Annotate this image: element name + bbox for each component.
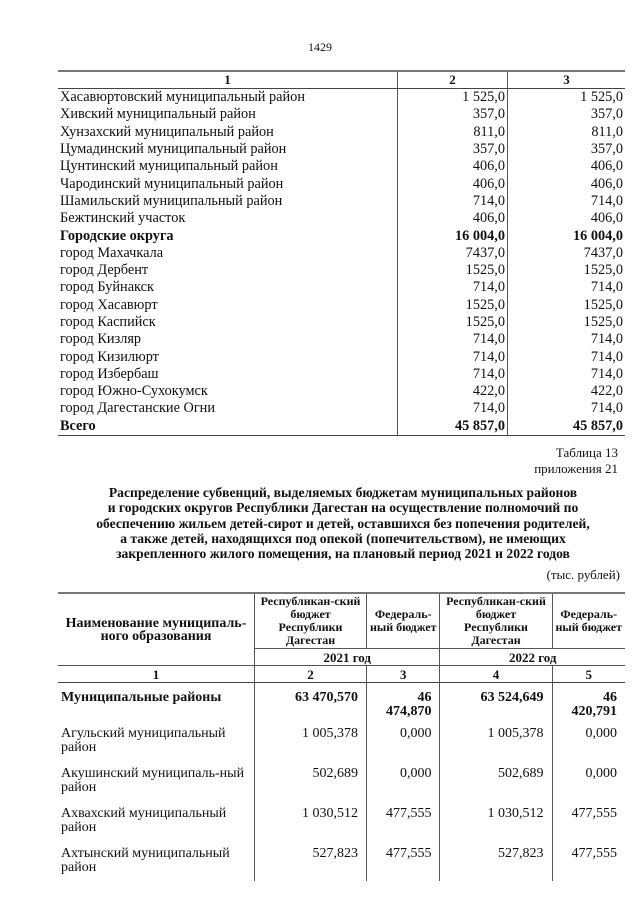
- column-number: 1: [58, 666, 255, 683]
- value-col2: 714,0: [398, 366, 508, 383]
- table-row: [58, 193, 625, 210]
- value-col2: 1525,0: [398, 262, 508, 279]
- header-federal-budget-2022: Федераль-ный бюджет: [552, 593, 625, 649]
- budget-value: 1 030,512: [255, 801, 367, 841]
- table-row: [58, 227, 625, 244]
- municipality-name: Хивский муниципальный район: [58, 106, 398, 123]
- value-col3: 406,0: [590, 175, 623, 192]
- municipality-name: город Каспийск: [58, 314, 398, 331]
- budget-value: 1 005,378: [255, 721, 367, 761]
- budget-value: 477,555: [571, 806, 617, 821]
- value-col2: 406,0: [398, 158, 508, 175]
- municipality-name: город Избербаш: [58, 366, 398, 383]
- year-2021: 2021 год: [255, 649, 440, 666]
- value-col3: 1525,0: [583, 296, 623, 313]
- budget-value: 477,555: [571, 846, 617, 861]
- table-row: [58, 418, 625, 436]
- value-col3: 714,0: [590, 400, 623, 417]
- title-line: а также детей, находящихся под опекой (попечительством), не имеющих: [120, 530, 566, 546]
- value-col2: 714,0: [398, 279, 508, 296]
- table-row: [58, 331, 625, 348]
- budget-value: 477,555: [367, 801, 440, 841]
- column-header: 2: [398, 71, 508, 89]
- value-col2: 1525,0: [398, 297, 508, 314]
- column-header: 3: [508, 71, 626, 89]
- table-row: [58, 366, 625, 383]
- value-col2: 16 004,0: [398, 227, 508, 244]
- table-row: [58, 106, 625, 123]
- value-col2: 714,0: [398, 348, 508, 365]
- municipality-name: Цумадинский муниципальный район: [58, 141, 398, 158]
- municipality-name: город Дагестанские Огни: [58, 400, 398, 417]
- table-row: [58, 314, 625, 331]
- header-municipality: Наименование муниципаль-ного образования: [58, 593, 255, 666]
- title-line: и городских округов Республики Дагестан на осуществление полномочий по: [107, 500, 579, 516]
- value-col2: 1 525,0: [398, 89, 508, 107]
- municipality-name: Городские округа: [58, 227, 398, 244]
- table-row: [58, 841, 625, 881]
- value-col3: 714,0: [590, 365, 623, 382]
- value-col2: 45 857,0: [398, 418, 508, 436]
- column-number: 5: [552, 666, 625, 683]
- table-row: [58, 124, 625, 141]
- municipality-name: Ахвахский муниципальный район: [58, 801, 255, 841]
- value-col2: 7437,0: [398, 245, 508, 262]
- value-col2: 714,0: [398, 400, 508, 417]
- column-number: 4: [440, 666, 552, 683]
- table-row: [58, 761, 625, 801]
- value-col2: 811,0: [398, 124, 508, 141]
- value-col3: 16 004,0: [572, 227, 623, 244]
- budget-value: 502,689: [440, 761, 552, 801]
- value-col3: 357,0: [590, 141, 623, 158]
- value-col3: 422,0: [590, 383, 623, 400]
- municipality-name: Акушинский муниципаль-ный район: [58, 761, 255, 801]
- value-col2: 1525,0: [398, 314, 508, 331]
- header-republican-budget-2021: Республикан-ский бюджет Республики Дагестан: [255, 593, 367, 649]
- table-row: [58, 348, 625, 365]
- value-col3: 714,0: [590, 331, 623, 348]
- column-number: 2: [255, 666, 367, 683]
- column-header: 1: [58, 71, 398, 89]
- value-col3: 714,0: [590, 279, 623, 296]
- value-col3: 406,0: [590, 210, 623, 227]
- budget-value: 63 524,649: [440, 683, 552, 722]
- table-row: [58, 175, 625, 192]
- budget-value: 63 470,570: [255, 683, 367, 722]
- municipality-name: город Хасавюрт: [58, 297, 398, 314]
- column-number: 3: [367, 666, 440, 683]
- budget-value: 46 420,791: [571, 690, 617, 719]
- budget-value: 502,689: [255, 761, 367, 801]
- table-title: [58, 485, 628, 561]
- value-col3: 714,0: [590, 348, 623, 365]
- value-col3: 7437,0: [583, 244, 623, 261]
- value-col3: 714,0: [590, 192, 623, 209]
- municipality-name: Муниципальные районы: [58, 683, 255, 722]
- budget-value: 0,000: [585, 766, 617, 781]
- value-col3: 406,0: [590, 158, 623, 175]
- municipality-name: Хунзахский муниципальный район: [58, 124, 398, 141]
- column-number-row: [58, 666, 625, 683]
- value-col2: 406,0: [398, 175, 508, 192]
- table-row: [58, 400, 625, 417]
- municipality-name: город Кизилюрт: [58, 348, 398, 365]
- table-row: [58, 210, 625, 227]
- budget-value: 0,000: [585, 726, 617, 741]
- budget-value: 477,555: [367, 841, 440, 881]
- table-row: [58, 383, 625, 400]
- subsidy-table-continued: [58, 70, 625, 436]
- value-col3: 357,0: [590, 106, 623, 123]
- budget-value: 527,823: [255, 841, 367, 881]
- municipality-name: Ахтынский муниципальный район: [58, 841, 255, 881]
- table-row: [58, 683, 625, 722]
- table-row: [58, 297, 625, 314]
- municipality-name: город Буйнакск: [58, 279, 398, 296]
- budget-value: 1 005,378: [440, 721, 552, 761]
- value-col2: 714,0: [398, 331, 508, 348]
- table-row: [58, 801, 625, 841]
- municipality-name: Цунтинский муниципальный район: [58, 158, 398, 175]
- table-row: [58, 262, 625, 279]
- municipality-name: город Махачкала: [58, 245, 398, 262]
- budget-value: 1 030,512: [440, 801, 552, 841]
- title-line: Распределение субвенций, выделяемых бюджетам муниципальных районов: [108, 485, 578, 500]
- value-col3: 1525,0: [583, 314, 623, 330]
- appendix-number: приложения 21: [534, 461, 618, 476]
- municipality-name: Хасавюртовский муниципальный район: [58, 89, 398, 107]
- municipality-name: Шамильский муниципальный район: [58, 193, 398, 210]
- value-col3: 1 525,0: [580, 89, 623, 106]
- value-col2: 422,0: [398, 383, 508, 400]
- table-row: [58, 89, 625, 107]
- municipality-name: Всего: [58, 418, 398, 436]
- municipality-name: город Кизляр: [58, 331, 398, 348]
- value-col2: 406,0: [398, 210, 508, 227]
- title-line: обеспечению жильем детей-сирот и детей, оставшихся без попечения родителей,: [96, 515, 590, 531]
- year-2022: 2022 год: [440, 649, 625, 666]
- units-label: (тыс. рублей): [546, 567, 620, 582]
- table-row: [58, 279, 625, 296]
- municipality-name: город Дербент: [58, 262, 398, 279]
- table-row: [58, 245, 625, 262]
- table-row: [58, 141, 625, 158]
- budget-value: 527,823: [440, 841, 552, 881]
- table-row: [58, 721, 625, 761]
- page-number: 1429: [308, 40, 332, 54]
- value-col2: 357,0: [398, 106, 508, 123]
- value-col3: 45 857,0: [508, 418, 626, 436]
- table-header-row: [58, 71, 625, 89]
- municipality-name: Чародинский муниципальный район: [58, 175, 398, 192]
- value-col3: 811,0: [591, 123, 623, 140]
- header-federal-budget-2021: Федераль-ный бюджет: [367, 593, 440, 649]
- table-header-row: [58, 593, 625, 649]
- budget-value: 0,000: [367, 721, 440, 761]
- subvention-table: [58, 592, 625, 881]
- header-republican-budget-2022: Республикан-ский бюджет Республики Дагестан: [440, 593, 552, 649]
- table-number: Таблица 13: [555, 445, 618, 460]
- value-col3: 1525,0: [583, 262, 623, 279]
- budget-value: 46 474,870: [367, 683, 440, 722]
- municipality-name: Агульский муниципальный район: [58, 721, 255, 761]
- value-col2: 357,0: [398, 141, 508, 158]
- title-line: закрепленного жилого помещения, на плановый период 2021 и 2022 годов: [116, 546, 570, 562]
- value-col2: 714,0: [398, 193, 508, 210]
- municipality-name: Бежтинский участок: [58, 210, 398, 227]
- table-row: [58, 158, 625, 175]
- municipality-name: город Южно-Сухокумск: [58, 383, 398, 400]
- budget-value: 0,000: [367, 761, 440, 801]
